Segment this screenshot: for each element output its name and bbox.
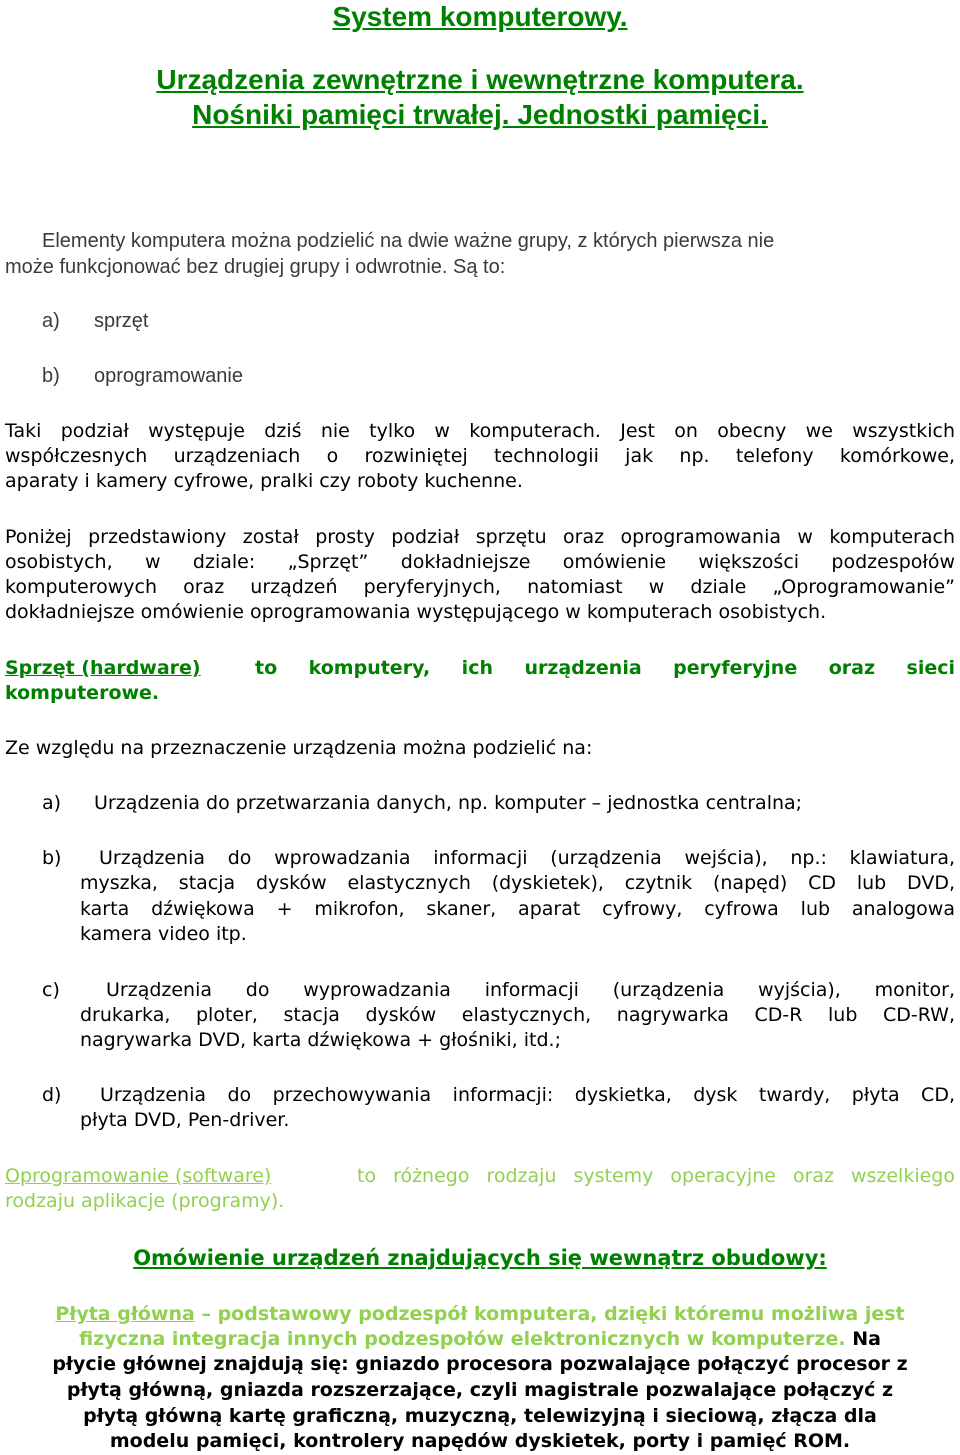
purpose-item-b-line-4: kamera video itp. xyxy=(80,923,247,945)
purpose-item-d-line-1: Urządzenia do przechowywania informacji: dyskietka, dysk twardy, płyta CD, xyxy=(100,1084,955,1106)
para1-line-2: współczesnych urządzeniach o rozwiniętej technologii jak np. telefony komórkowe, xyxy=(5,445,955,467)
purpose-item-d-line-2: płyta DVD, Pen-driver. xyxy=(80,1109,290,1131)
hardware-definition-text: to komputery, ich urządzenia peryferyjne oraz sieci xyxy=(255,657,955,679)
hardware-definition-line-2: komputerowe. xyxy=(5,682,160,704)
purpose-item-b-line-1: Urządzenia do wprowadzania informacji (urządzenia wejścia), np.: klawiatura, xyxy=(99,847,955,869)
intro-item-a: sprzęt xyxy=(94,310,149,332)
para1-line-3: aparaty i kamery cyfrowe, pralki czy roboty kuchenne. xyxy=(5,470,523,492)
intro-item-b-marker: b) xyxy=(42,365,60,387)
motherboard-line-2-green: fizyczna integracja innych podzespołów elektronicznych w komputerze. xyxy=(79,1328,846,1350)
hardware-definition-line-1 xyxy=(5,656,955,680)
document-title: System komputerowy. xyxy=(332,1,628,32)
software-definition-line-2: rodzaju aplikacje (programy). xyxy=(5,1190,285,1212)
purpose-item-c-marker: c) xyxy=(42,979,60,1001)
motherboard-line-2 xyxy=(0,1327,960,1351)
purpose-item-b-line-2: myszka, stacja dysków elastycznych (dyskietek), czytnik (napęd) CD lub DVD, xyxy=(80,872,955,894)
purpose-item-c-line-3: nagrywarka DVD, karta dźwiękowa + głośniki, itd.; xyxy=(80,1029,561,1051)
motherboard-line-1 xyxy=(0,1302,960,1326)
motherboard-line-1-text: – podstawowy podzespół komputera, dzięki któremu możliwa jest xyxy=(201,1303,905,1325)
motherboard-line-4: płytą główną, gniazda rozszerzające, czyli magistrale pozwalające połączyć z xyxy=(66,1379,894,1401)
motherboard-line-5: płytą główną kartę graficzną, muzyczną, telewizyjną i sieciową, złącza dla xyxy=(83,1405,877,1427)
purpose-item-d-marker: d) xyxy=(42,1084,62,1106)
intro-item-b: oprogramowanie xyxy=(94,365,243,387)
document-subtitle-line1: Urządzenia zewnętrzne i wewnętrzne komputera. xyxy=(156,64,804,95)
document-subtitle-line2: Nośniki pamięci trwałej. Jednostki pamięci. xyxy=(192,99,768,130)
purpose-item-a-marker: a) xyxy=(42,792,62,814)
purpose-item-b-line-3: karta dźwiękowa + mikrofon, skaner, aparat cyfrowy, cyfrowa lub analogowa xyxy=(80,898,955,920)
hardware-term: Sprzęt (hardware) xyxy=(5,657,201,679)
intro-item-a-marker: a) xyxy=(42,310,60,332)
software-definition-text: to różnego rodzaju systemy operacyjne oraz wszelkiego xyxy=(357,1165,955,1187)
motherboard-term: Płyta główna xyxy=(55,1303,195,1325)
software-term: Oprogramowanie (software) xyxy=(5,1165,272,1187)
software-definition-line-1 xyxy=(5,1164,955,1188)
para2-line-3: komputerowych oraz urządzeń peryferyjnych, natomiast w dziale „Oprogramowanie” xyxy=(5,576,955,598)
motherboard-line-2-black: Na xyxy=(845,1328,881,1350)
para1-line-1: Taki podział występuje dziś nie tylko w komputerach. Jest on obecny we wszystkich xyxy=(5,420,955,442)
intro-line-2: może funkcjonować bez drugiej grupy i odwrotnie. Są to: xyxy=(5,256,506,278)
purpose-item-a-line-1: Urządzenia do przetwarzania danych, np. komputer – jednostka centralna; xyxy=(94,792,803,814)
para2-line-1: Poniżej przedstawiony został prosty podział sprzętu oraz oprogramowania w komputerach xyxy=(5,526,955,548)
motherboard-line-6: modelu pamięci, kontrolery napędów dyskietek, porty i pamięć ROM. xyxy=(109,1430,851,1452)
purpose-item-c-line-2: drukarka, ploter, stacja dysków elastycznych, nagrywarka CD-R lub CD-RW, xyxy=(80,1004,955,1026)
purpose-intro: Ze względu na przeznaczenie urządzenia można podzielić na: xyxy=(5,737,593,759)
motherboard-line-3: płycie głównej znajdują się: gniazdo procesora pozwalające połączyć procesor z xyxy=(52,1353,908,1375)
section-heading: Omówienie urządzeń znajdujących się wewnątrz obudowy: xyxy=(133,1246,827,1270)
para2-line-4: dokładniejsze omówienie oprogramowania występującego w komputerach osobistych. xyxy=(5,601,827,623)
para2-line-2: osobistych, w dziale: „Sprzęt” dokładniejsze omówienie większości podzespołów xyxy=(5,551,955,573)
purpose-item-c-line-1: Urządzenia do wyprowadzania informacji (urządzenia wyjścia), monitor, xyxy=(106,979,955,1001)
intro-line-1: Elementy komputera można podzielić na dwie ważne grupy, z których pierwsza nie xyxy=(42,230,775,252)
purpose-item-b-marker: b) xyxy=(42,847,62,869)
